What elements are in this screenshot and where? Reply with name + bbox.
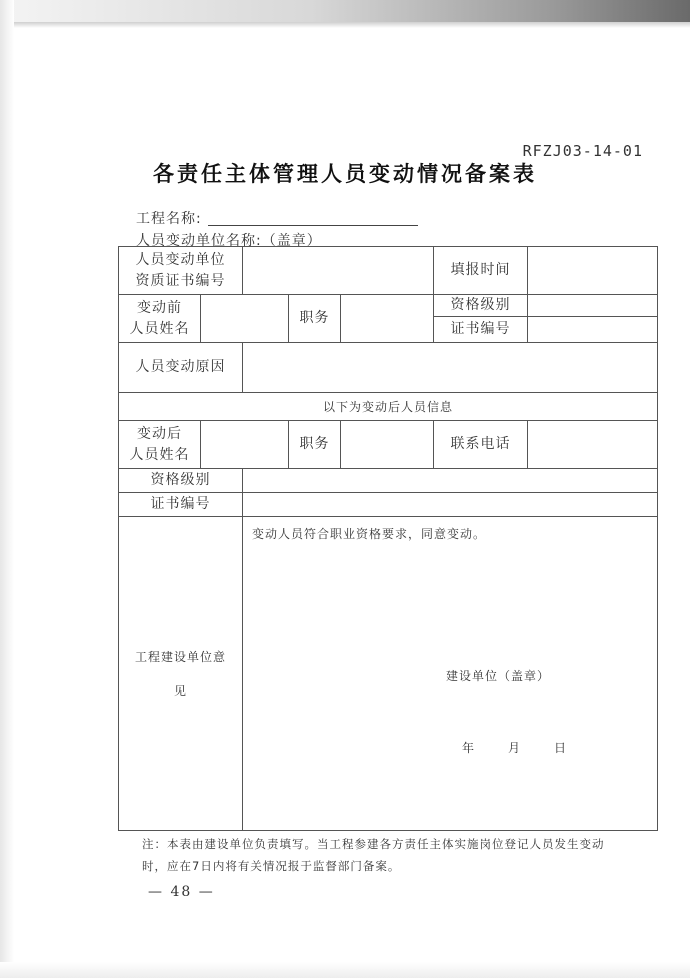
project-name-row: [136, 208, 418, 228]
before-name-label: 变动前 人员姓名: [119, 295, 201, 343]
date-year: 年: [462, 741, 475, 755]
table-row: [119, 295, 658, 317]
before-position-label: 职务: [289, 295, 341, 343]
opinion-date: [462, 739, 600, 756]
document-title: 各责任主体管理人员变动情况备案表: [153, 161, 537, 186]
footnote-line: 时，应在7日内将有关情况报于监督部门备案。: [142, 859, 401, 873]
after-qualification-label: 资格级别: [119, 469, 243, 493]
table-row: [119, 517, 658, 831]
cert-label-cell: 人员变动单位 资质证书编号: [119, 247, 243, 295]
after-position-label: 职务: [289, 421, 341, 469]
before-qualification-label: 资格级别: [434, 295, 528, 317]
opinion-label: 工程建设单位意 见: [119, 517, 243, 831]
after-name-label: 变动后 人员姓名: [119, 421, 201, 469]
record-form-table: [118, 246, 658, 831]
date-day: 日: [554, 741, 567, 755]
before-certificate-value-cell[interactable]: [528, 317, 658, 343]
after-certificate-value-cell[interactable]: [243, 493, 658, 517]
table-row: [119, 247, 658, 295]
reason-label: 人员变动原因: [119, 343, 243, 393]
reason-value-cell[interactable]: [243, 343, 658, 393]
before-position-value-cell[interactable]: [341, 295, 434, 343]
contact-label: 联系电话: [434, 421, 528, 469]
contact-value-cell[interactable]: [528, 421, 658, 469]
footnote: [142, 833, 662, 877]
before-certificate-label: 证书编号: [434, 317, 528, 343]
scan-shadow-left: [0, 0, 14, 978]
scan-shadow-fade: [0, 22, 690, 28]
page-number: — 48 —: [148, 884, 215, 900]
footnote-line: 注：本表由建设单位负责填写。当工程参建各方责任主体实施岗位登记人员发生变动: [142, 837, 605, 851]
after-section-header: 以下为变动后人员信息: [119, 393, 658, 421]
table-row: [119, 493, 658, 517]
form-code: RFZJ03-14-01: [522, 142, 643, 160]
before-qualification-value-cell[interactable]: [528, 295, 658, 317]
fill-time-value-cell[interactable]: [528, 247, 658, 295]
project-name-field[interactable]: [208, 224, 418, 226]
date-month: 月: [508, 741, 521, 755]
project-name-label: 工程名称:: [136, 211, 202, 227]
table-row: [119, 421, 658, 469]
unit-name-label: 人员变动单位名称:（盖章）: [136, 233, 322, 249]
scan-shadow-top: [0, 0, 690, 22]
table-row: [119, 469, 658, 493]
after-position-value-cell[interactable]: [341, 421, 434, 469]
after-qualification-value-cell[interactable]: [243, 469, 658, 493]
before-name-value-cell[interactable]: [201, 295, 289, 343]
scan-shadow-bottom: [0, 962, 690, 978]
table-row: [119, 343, 658, 393]
opinion-text: 变动人员符合职业资格要求，同意变动。: [252, 527, 487, 541]
opinion-cell[interactable]: [243, 517, 658, 831]
cert-value-cell[interactable]: [243, 247, 434, 295]
fill-time-label: 填报时间: [434, 247, 528, 295]
opinion-unit-seal: 建设单位（盖章）: [446, 669, 551, 683]
table-row: [119, 393, 658, 421]
after-name-value-cell[interactable]: [201, 421, 289, 469]
after-certificate-label: 证书编号: [119, 493, 243, 517]
